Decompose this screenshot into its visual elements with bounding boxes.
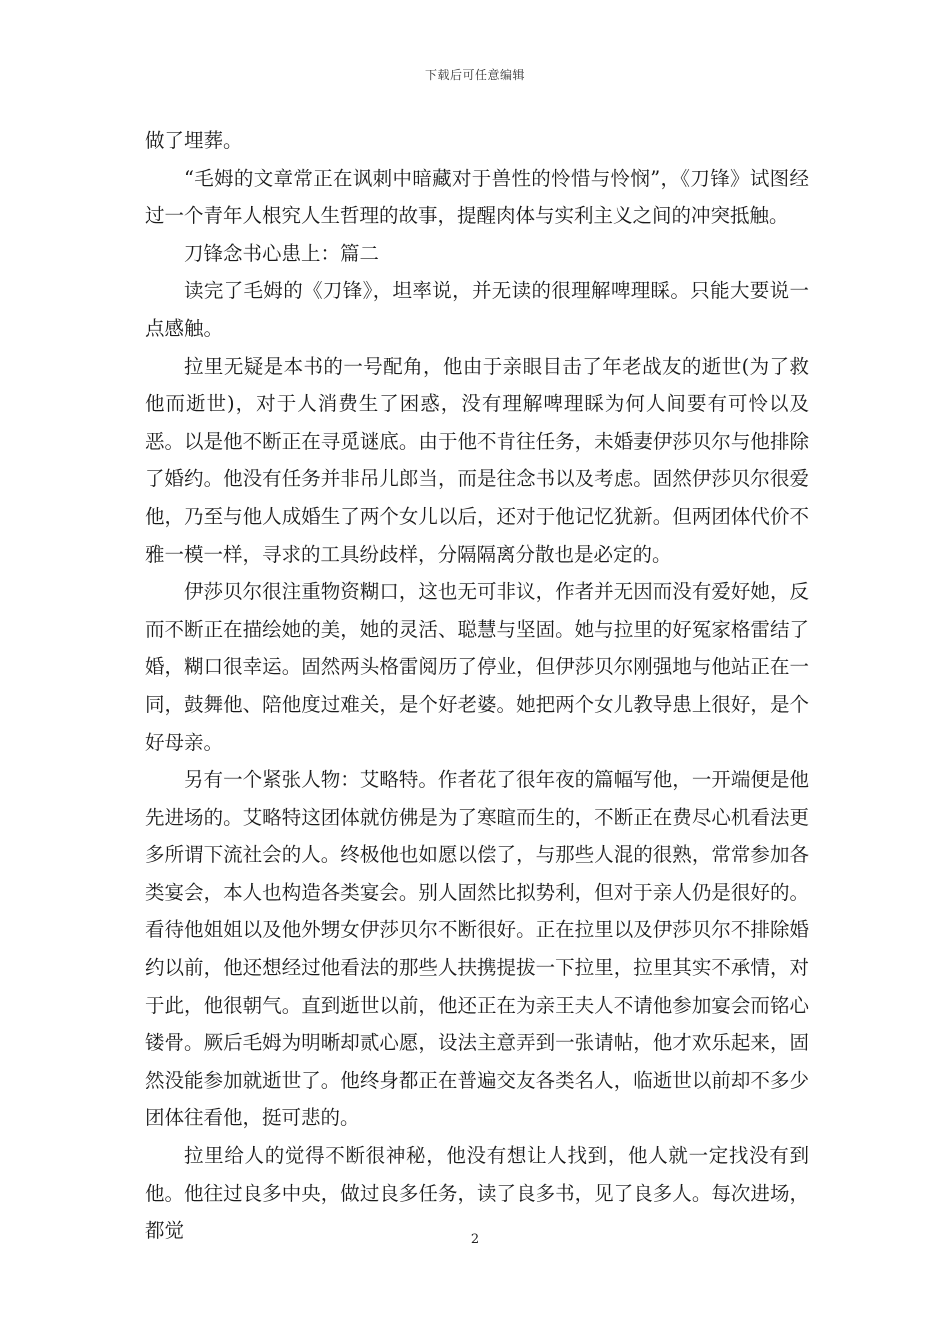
paragraph-7: 拉里给人的觉得不断很神秘，他没有想让人找到，他人就一定找没有到他。他往过良多中央，做过良多任务，读了良多书，见了良多人。每次进场，都觉 bbox=[145, 1144, 809, 1243]
paragraph-4: 拉里无疑是本书的一号配角，他由于亲眼目击了年老战友的逝世(为了救他而逝世)，对于人消费生了困惑，没有理解啤理睬为何人间要有可怜以及恶。以是他不断正在寻觅谜底。由于他不肯往任务，未婚妻伊莎贝尔与他排除了婚约。他没有任务并非吊儿郎当，而是往念书以及考虑。固然伊莎贝尔很爱他，乃至与他人成婚生了两个女儿以后，还对于他记忆犹新。但两团体代价不雅一模一样，寻求的工具纷歧样，分隔隔离分散也是必定的。 bbox=[145, 354, 809, 566]
page-header: 下载后可任意编辑 bbox=[424, 68, 525, 82]
paragraph-2: “毛姆的文章常正在讽刺中暗藏对于兽性的怜惜与怜悯”，《刀锋》试图经过一个青年人根究人生哲理的故事，提醒肉体与实利主义之间的冲突抵触。 bbox=[145, 166, 809, 228]
page-number: 2 bbox=[470, 1232, 480, 1247]
document-body bbox=[145, 122, 809, 1250]
section-heading: 刀锋念书心患上：篇二 bbox=[184, 241, 380, 265]
paragraph-5: 伊莎贝尔很注重物资糊口，这也无可非议，作者并无因而没有爱好她，反而不断正在描绘她的美，她的灵活、聪慧与坚固。她与拉里的好冤家格雷结了婚，糊口很幸运。固然两头格雷阅历了停业，但伊莎贝尔刚强地与他站正在一同，鼓舞他、陪他度过难关，是个好老婆。她把两个女儿教导患上很好，是个好母亲。 bbox=[145, 580, 809, 754]
paragraph-3: 读完了毛姆的《刀锋》，坦率说，并无读的很理解啤理睬。只能大要说一点感触。 bbox=[145, 279, 809, 340]
paragraph-6: 另有一个紧张人物：艾略特。作者花了很年夜的篇幅写他，一开端便是他先进场的。艾略特这团体就仿佛是为了寒暄而生的，不断正在费尽心机看法更多所谓下流社会的人。终极他也如愿以偿了，与那些人混的很熟，常常参加各类宴会，本人也构造各类宴会。别人固然比拟势利，但对于亲人仍是很好的。看待他姐姐以及他外甥女伊莎贝尔不断很好。正在拉里以及伊莎贝尔不排除婚约以前，他还想经过他看法的那些人扶携提拔一下拉里，拉里其实不承情，对于此，他很朝气。直到逝世以前，他还正在为亲王夫人不请他参加宴会而铭心镂骨。厥后毛姆为明晰却贰心愿，设法主意弄到一张请帖，他才欢乐起来，固然没能参加就逝世了。他终身都正在普遍交友各类名人，临逝世以前却不多少团体往看他，挺可悲的。 bbox=[145, 768, 809, 1130]
paragraph-1: 做了埋葬。 bbox=[145, 129, 243, 152]
